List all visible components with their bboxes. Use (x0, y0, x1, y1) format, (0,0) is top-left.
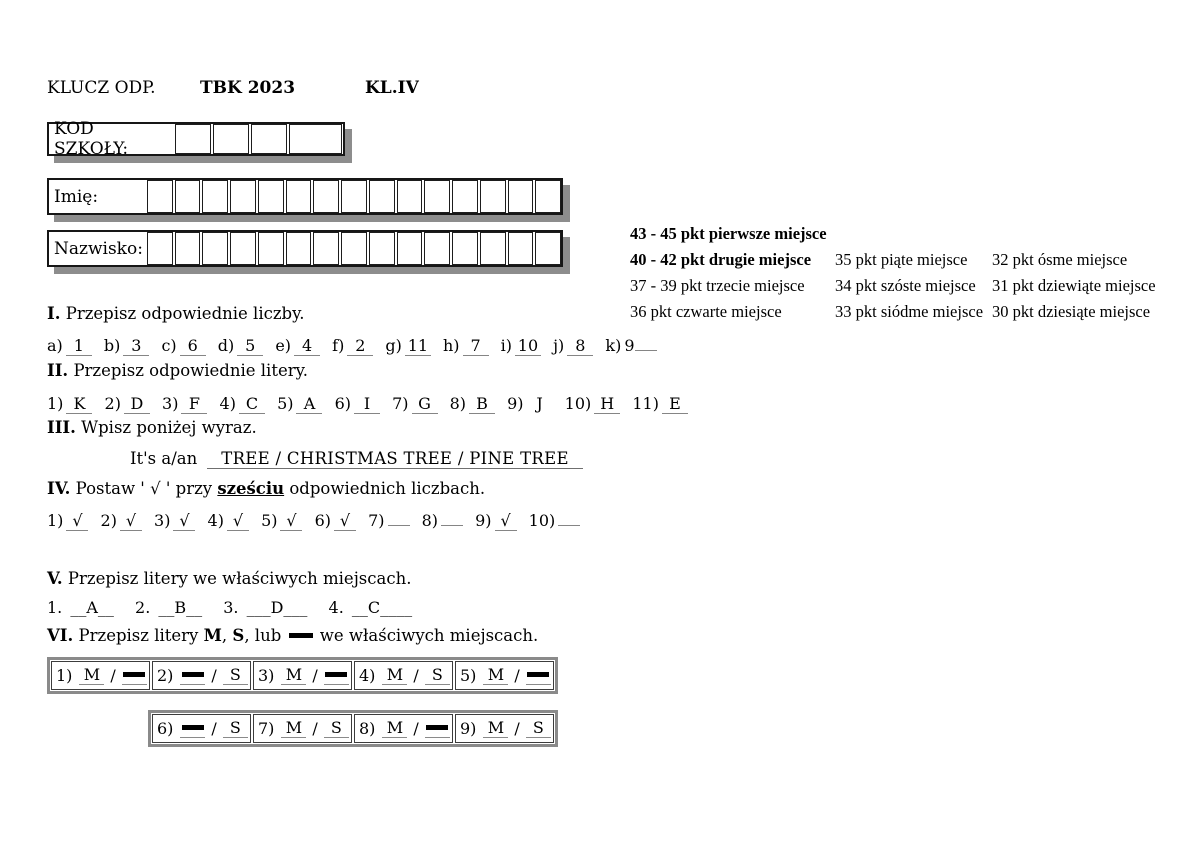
answer-label: 9) (475, 511, 492, 530)
input-cell (202, 232, 228, 265)
answer-label: 8) (359, 719, 376, 738)
first-name-cells (145, 180, 561, 213)
answer-right: S (223, 666, 248, 685)
answer-item (101, 511, 142, 531)
answer-item (332, 336, 373, 356)
answer-label: 1) (56, 666, 73, 685)
input-cell (480, 180, 506, 213)
input-cell (508, 232, 534, 265)
input-cell (313, 232, 339, 265)
answer-value: H (594, 394, 620, 414)
answer-label: e) (275, 336, 292, 355)
dash-bar (182, 725, 204, 730)
answer-value: G (412, 394, 438, 414)
scoring-col1: 36 pkt czwarte miejsce (630, 302, 782, 321)
answer-value: E (662, 394, 688, 414)
answer-label: 1. (47, 598, 63, 617)
dash-bar (325, 672, 347, 677)
vi-answer-cell (253, 661, 352, 690)
section-1-answers (47, 336, 664, 356)
answer-label: 7) (368, 511, 385, 530)
answer-item (632, 394, 688, 414)
answer-label: 8) (421, 511, 439, 530)
input-cell (424, 232, 450, 265)
last-name-box (47, 230, 563, 267)
answer-value: K (66, 394, 92, 414)
answer-label: 6) (157, 719, 174, 738)
answer-label: 5) (277, 394, 294, 413)
answer-label: b) (103, 336, 121, 355)
input-cell (369, 232, 395, 265)
section-6-number: VI. (47, 626, 74, 645)
test-name: TBK 2023 (200, 78, 296, 98)
answer-value: B (469, 394, 495, 414)
answer-item (475, 511, 516, 531)
scoring-col2: 35 pkt piąte miejsce (835, 250, 968, 269)
answer-value: 2 (347, 336, 373, 356)
slash-separator: / (413, 666, 419, 685)
answer-label: j) (553, 336, 565, 355)
checkmark-value: √ (173, 511, 195, 531)
answer-item (105, 394, 150, 414)
section-5-answers (47, 598, 428, 617)
vi-answer-cell (455, 714, 554, 743)
answer-value: 4 (294, 336, 320, 356)
slash-separator: / (514, 719, 520, 738)
answer-item (368, 511, 409, 530)
section-1-number: I. (47, 304, 61, 323)
answer-value: 11 (405, 336, 431, 356)
answer-right: S (425, 666, 450, 685)
answer-label: 3) (258, 666, 275, 685)
answer-left (180, 666, 205, 685)
input-cell (397, 180, 423, 213)
section-1-title: I. Przepisz odpowiednie liczby. (47, 304, 305, 323)
scoring-col1: 37 - 39 pkt trzecie miejsce (630, 276, 805, 295)
answer-value: __B__ (158, 598, 203, 617)
answer-label: 3) (162, 394, 179, 413)
answer-left: M (281, 719, 306, 738)
answer-label: 9) (507, 394, 524, 413)
answer-label: 6) (334, 394, 351, 413)
checkmark-value: √ (66, 511, 88, 531)
answer-label: 3. (223, 598, 239, 617)
answer-right (324, 666, 349, 685)
answer-label: 3) (154, 511, 171, 530)
scoring-row (630, 299, 1156, 325)
answer-label: i) (500, 336, 512, 355)
scoring-row (630, 247, 1156, 273)
input-cell (535, 180, 561, 213)
scoring-table (630, 221, 1156, 325)
answer-value: I (354, 394, 380, 414)
scoring-row (630, 221, 1156, 247)
answer-label: 5) (261, 511, 278, 530)
answer-item (161, 336, 205, 356)
school-code-box (47, 119, 345, 159)
section-5-number: V. (47, 569, 63, 588)
section-6-table-row1 (47, 657, 558, 694)
answer-label: 4) (359, 666, 376, 685)
input-cell (175, 124, 211, 154)
input-cell (452, 180, 478, 213)
vi-answer-cell (51, 661, 150, 690)
answer-value: 7 (463, 336, 489, 356)
answer-label: 2) (157, 666, 174, 685)
answer-label: h) (442, 336, 460, 355)
dash-bar (123, 672, 145, 677)
slash-separator: / (514, 666, 520, 685)
answer-value: J (536, 394, 543, 413)
answer-right (526, 666, 551, 685)
dash-bar (182, 672, 204, 677)
answer-value: A (296, 394, 322, 414)
slash-separator: / (312, 666, 318, 685)
answer-label: 1) (47, 511, 64, 530)
section-3-title: III. Wpisz poniżej wyraz. (47, 418, 257, 437)
answer-item (385, 336, 430, 356)
answer-item (507, 394, 552, 413)
answer-item (261, 511, 302, 531)
answer-value: ___D___ (246, 598, 308, 617)
answer-item (335, 394, 380, 414)
section-6-title: VI. Przepisz litery M, S, lub we właściwych miejscach. (47, 626, 539, 645)
answer-label: g) (385, 336, 402, 355)
section-3-answer-line (130, 449, 583, 468)
answer-item (218, 336, 263, 356)
scoring-col3: 31 pkt dziewiąte miejsce (992, 276, 1156, 295)
answer-item (605, 336, 656, 355)
answer-value: 3 (123, 336, 149, 356)
answer-item (422, 511, 463, 530)
input-cell (480, 232, 506, 265)
checkmark-value (558, 525, 580, 526)
checkmark-value (388, 525, 410, 526)
answer-label: f) (332, 336, 345, 355)
input-cell (175, 232, 201, 265)
input-cell (202, 180, 228, 213)
answer-label: 7) (258, 719, 275, 738)
dash-bar (287, 626, 315, 645)
answer-label: 2. (135, 598, 151, 617)
vi-answer-cell (354, 714, 453, 743)
input-cell (424, 180, 450, 213)
answer-value: TREE / CHRISTMAS TREE / PINE TREE (207, 449, 583, 469)
page-title: KLUCZ ODP. (47, 78, 156, 98)
section-3-number: III. (47, 418, 76, 437)
vi-answer-cell (455, 661, 554, 690)
answer-label: 2) (104, 394, 121, 413)
answer-item (565, 394, 621, 414)
section-5-title: V. Przepisz litery we właściwych miejscach. (47, 569, 412, 588)
scoring-col2: 33 pkt siódme miejsce (835, 302, 984, 321)
answer-item (135, 598, 202, 617)
input-cell (535, 232, 561, 265)
scoring-row (630, 273, 1156, 299)
answer-value: 8 (567, 336, 593, 356)
slash-separator: / (110, 666, 116, 685)
answer-value: __A__ (70, 598, 114, 617)
answer-item (277, 394, 322, 414)
answer-item (553, 336, 593, 356)
checkmark-value: √ (495, 511, 517, 531)
checkmark-value: √ (120, 511, 142, 531)
vi-answer-cell (354, 661, 453, 690)
answer-right (425, 719, 450, 738)
dash-bar (289, 633, 313, 638)
answer-item (104, 336, 149, 356)
section-6-table-row2 (148, 710, 558, 747)
answer-item (154, 511, 195, 531)
answer-label: 2) (100, 511, 117, 530)
answer-left: M (483, 666, 508, 685)
answer-item (450, 394, 495, 414)
answer-label: 10) (528, 511, 556, 530)
input-cell (147, 180, 173, 213)
input-cell (258, 180, 284, 213)
answer-value: C (239, 394, 265, 414)
answer-item (47, 394, 92, 414)
checkmark-value: √ (334, 511, 356, 531)
slash-separator: / (211, 666, 217, 685)
first-name-label: Imię: (54, 186, 99, 207)
answer-label: 8) (449, 394, 467, 413)
answer-left: M (281, 666, 306, 685)
input-cell (313, 180, 339, 213)
input-cell (289, 124, 342, 154)
last-name-cells (145, 232, 561, 265)
answer-label: a) (47, 336, 63, 355)
section-4-answers (47, 511, 587, 531)
answer-label: 4) (219, 394, 236, 413)
input-cell (175, 180, 201, 213)
answer-item (220, 394, 265, 414)
answer-label: 1) (47, 394, 64, 413)
input-cell (452, 232, 478, 265)
answer-item (392, 394, 437, 414)
answer-label: 6) (314, 511, 331, 530)
slash-separator: / (211, 719, 217, 738)
answer-item (162, 394, 207, 414)
answer-left: M (79, 666, 104, 685)
input-cell (397, 232, 423, 265)
answer-item (529, 511, 581, 530)
scoring-col3: 30 pkt dziesiąte miejsce (992, 302, 1151, 321)
input-cell (258, 232, 284, 265)
answer-value: 10 (515, 336, 541, 356)
input-cell (508, 180, 534, 213)
checkmark-value: √ (227, 511, 249, 531)
answer-item (501, 336, 541, 356)
answer-item (208, 511, 249, 531)
input-cell (286, 180, 312, 213)
answer-right: S (223, 719, 248, 738)
answer-label: 9) (460, 719, 477, 738)
answer-left: M (382, 719, 407, 738)
school-code-label: KOD SZKOŁY: (54, 119, 129, 159)
input-cell (286, 232, 312, 265)
input-cell (230, 180, 256, 213)
vi-answer-cell (152, 714, 251, 743)
answer-right (122, 666, 147, 685)
answer-prompt: It's a/an (130, 449, 198, 468)
answer-item (275, 336, 320, 356)
answer-item (47, 598, 114, 617)
slash-separator: / (312, 719, 318, 738)
answer-item (47, 511, 88, 531)
slash-separator: / (413, 719, 419, 738)
answer-label: 11) (632, 394, 659, 413)
scoring-col1: 43 - 45 pkt pierwsze miejsce (630, 224, 827, 243)
input-cell (341, 232, 367, 265)
answer-label: 10) (564, 394, 592, 413)
school-code-cells (173, 124, 343, 154)
input-cell (147, 232, 173, 265)
answer-value: 5 (237, 336, 263, 356)
dash-bar (426, 725, 448, 730)
first-name-box (47, 178, 563, 215)
answer-value: D (124, 394, 150, 414)
scoring-col1: 40 - 42 pkt drugie miejsce (630, 250, 812, 269)
answer-right: S (526, 719, 551, 738)
answer-left: M (483, 719, 508, 738)
answer-value: __C____ (351, 598, 413, 617)
answer-item (329, 598, 413, 617)
input-cell (251, 124, 287, 154)
answer-item (315, 511, 356, 531)
dash-bar (527, 672, 549, 677)
answer-value: 6 (180, 336, 206, 356)
vi-answer-cell (253, 714, 352, 743)
scoring-col3: 32 pkt ósme miejsce (992, 250, 1128, 269)
answer-value: F (181, 394, 207, 414)
section-4-title: IV. Postaw ' √ ' przy sześciu odpowiednich liczbach. (47, 479, 486, 498)
input-cell (230, 232, 256, 265)
answer-value: 1 (66, 336, 92, 356)
input-cell (213, 124, 249, 154)
section-2-number: II. (47, 361, 69, 380)
answer-right: S (324, 719, 349, 738)
input-cell (341, 180, 367, 213)
vi-answer-cell (152, 661, 251, 690)
answer-label: c) (161, 336, 177, 355)
answer-item (47, 336, 92, 356)
answer-left: M (382, 666, 407, 685)
answer-item (223, 598, 307, 617)
last-name-label: Nazwisko: (54, 238, 143, 259)
answer-label: 4) (207, 511, 224, 530)
class-label: KL.IV (365, 78, 419, 98)
answer-label: 5) (460, 666, 477, 685)
answer-item (443, 336, 489, 356)
answer-value: 9 (624, 336, 635, 355)
answer-label: d) (217, 336, 235, 355)
answer-label: k) (605, 336, 622, 355)
section-4-number: IV. (47, 479, 71, 498)
input-cell (369, 180, 395, 213)
answer-label: 7) (392, 394, 409, 413)
scoring-col2: 34 pkt szóste miejsce (835, 276, 976, 295)
checkmark-value: √ (280, 511, 302, 531)
section-2-answers (47, 394, 695, 414)
answer-left (180, 719, 205, 738)
answer-label: 4. (328, 598, 344, 617)
checkmark-value (441, 525, 463, 526)
section-2-title: II. Przepisz odpowiednie litery. (47, 361, 308, 380)
